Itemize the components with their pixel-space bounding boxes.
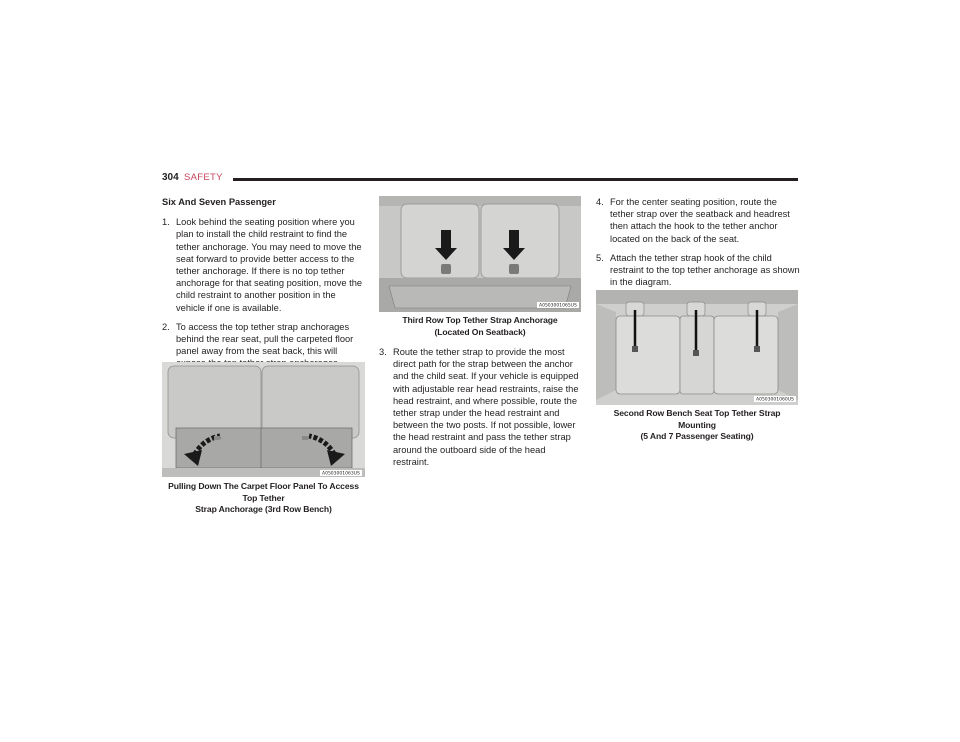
figure-third-row-seatback: [379, 196, 581, 312]
step-4: 4. For the center seating position, route the tether strap over the seatback and headrest then attach the hook to the tether anchor located on the back of the seat.: [596, 197, 790, 244]
image-code: A0503001063US: [322, 471, 360, 477]
column-2: [379, 346, 584, 475]
image-code: A0503001065US: [539, 303, 577, 309]
figure-carpet-panel: [162, 362, 365, 477]
figure-2-caption: Third Row Top Tether Strap Anchorage (Located On Seatback): [402, 315, 558, 337]
section-title: SAFETY: [184, 172, 223, 183]
step-5: 5. Attach the tether strap hook of the child restraint to the top tether anchorage as shown in the diagram.: [596, 252, 800, 288]
step-2: 2. To access the top tether strap anchorages behind the rear seat, pull the carpeted floor panel away from the seat back, this will: [162, 321, 354, 357]
page-number: 304: [162, 172, 179, 183]
step-3: 3. Route the tether strap to provide the most direct path for the strap between the anchor and the child seat. If your vehicle is equipped with adjustable rear head restraints, raise the head restraint, and where possible, route the tether strap under the head restraint and between the two posts. If not possible, lower the head restraint and pass the tether strap around the outboard side of the head restraint.: [379, 347, 579, 467]
figure-3-caption: Second Row Bench Seat Top Tether Strap Mounting (5 And 7 Passenger Seating): [613, 408, 781, 441]
header-rule: [233, 178, 798, 181]
image-code: A0503001060US: [756, 397, 794, 403]
second-row-illustration: [596, 290, 798, 405]
figure-second-row-bench: [596, 290, 798, 405]
page-header: [162, 172, 798, 186]
column-3: [596, 196, 801, 295]
third-row-illustration: [379, 196, 581, 312]
step-1: 1. Look behind the seating position where you plan to install the child restraint to find the tether anchorage. You may need to move the seat forward to provide better access to the tether anchorage. If there is no top tether anchorage for that seating position, move the child restraint to another position in the vehicle if one is available.: [162, 217, 363, 313]
subsection-heading: Six And Seven Passenger: [162, 197, 276, 207]
column-1: [162, 196, 367, 377]
figure-1-caption: Pulling Down The Carpet Floor Panel To Access Top Tether Strap Anchorage (3rd Row Bench): [168, 481, 359, 514]
carpet-panel-illustration: [162, 362, 365, 477]
